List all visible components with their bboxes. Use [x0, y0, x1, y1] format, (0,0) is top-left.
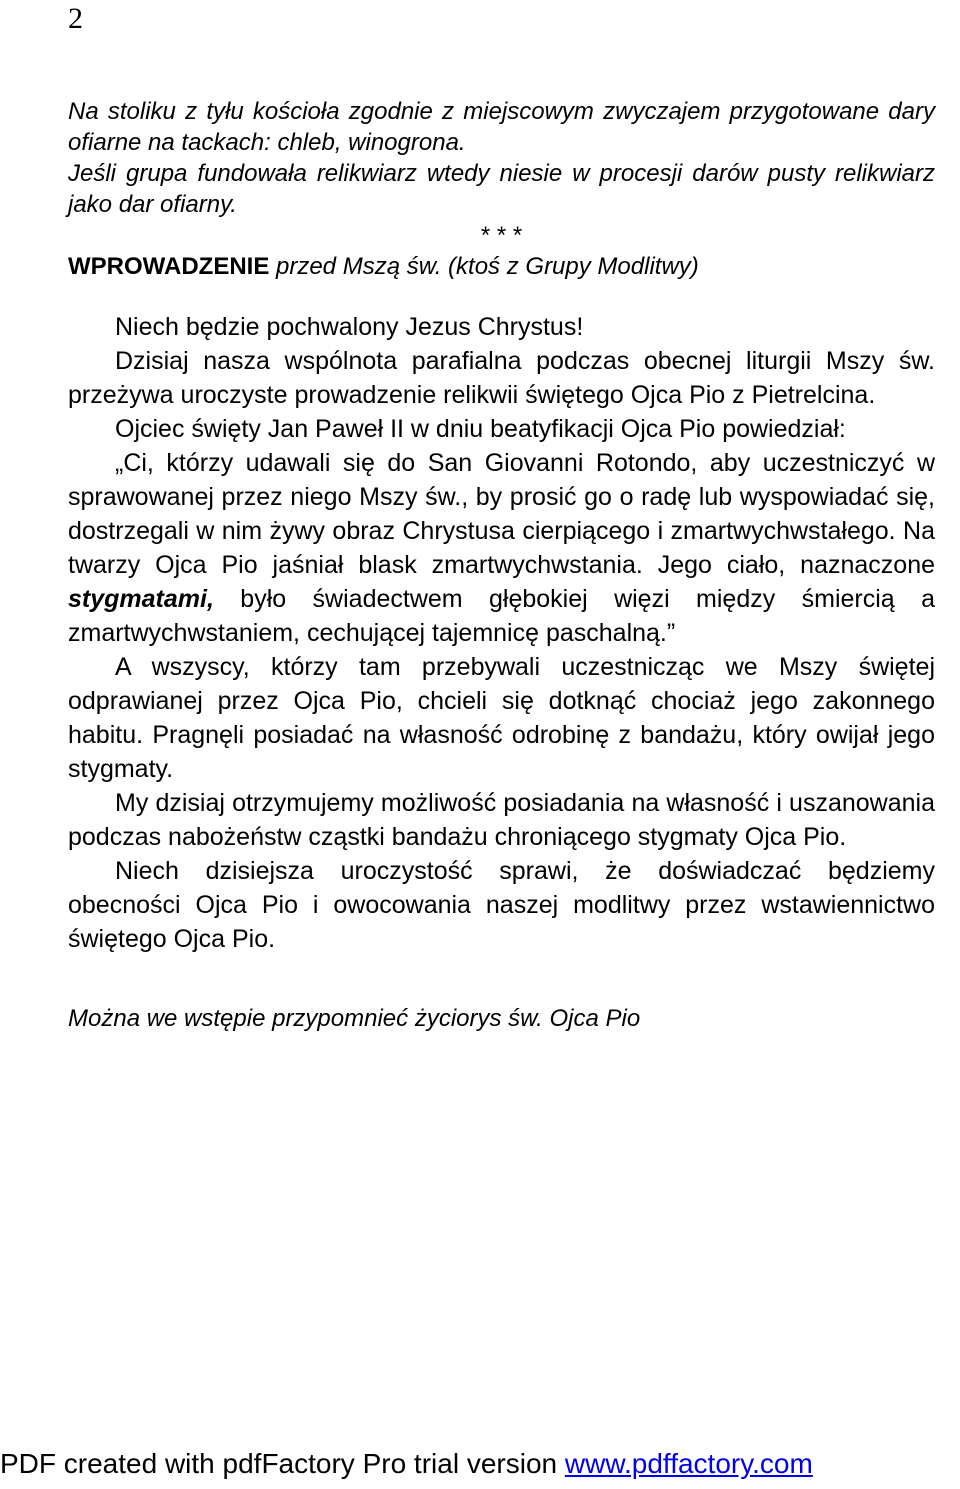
section-separator: * * *	[480, 222, 523, 249]
intro-line-1: Na stoliku z tyłu kościoła zgodnie z miejscowym zwyczajem przygotowane dary ofiarne na tackach: chleb, winogrona.	[68, 98, 935, 156]
paragraph-relic: My dzisiaj otrzymujemy możliwość posiadania na własność i uszanowania podczas nabożeństw cząstki bandażu chroniącego stygmaty Ojca Pio.	[68, 789, 935, 851]
heading-bold: WPROWADZENIE	[68, 253, 270, 280]
paragraph-habit: A wszyscy, którzy tam przebywali uczestnicząc we Mszy świętej odprawianej przez Ojca Pio, chcieli się dotknąć chociaż jego zakonnego habitu. Pragnęli posiadać na własność odrobinę z bandażu, który owijał jego stygmaty.	[68, 653, 935, 783]
document-body	[68, 96, 935, 1034]
quote-emphasis: stygmatami,	[68, 585, 214, 613]
heading-note: przed Mszą św. (ktoś z Grupy Modlitwy)	[269, 253, 699, 280]
quote-text-end: było świadectwem głębokiej więzi między śmiercią a zmartwychwstaniem, cechującej tajemnicę paschalną.”	[68, 585, 935, 647]
intro-line-2: Jeśli grupa fundowała relikwiarz wtedy niesie w procesji darów pusty relikwiarz jako dar ofiarny.	[68, 160, 935, 218]
greeting-paragraph: Niech będzie pochwalony Jezus Chrystus!	[115, 313, 584, 341]
paragraph-community: Dzisiaj nasza wspólnota parafialna podczas obecnej liturgii Mszy św. przeżywa uroczyste prowadzenie relikwii świętego Ojca Pio z Pietrelcina.	[68, 347, 935, 409]
footer-text: PDF created with pdfFactory Pro trial version	[0, 1448, 565, 1479]
closing-note: Można we wstępie przypomnieć życiorys św. Ojca Pio	[68, 1005, 641, 1032]
paragraph-quote	[68, 446, 935, 650]
footer-link[interactable]: www.pdffactory.com	[564, 1448, 813, 1479]
pdf-footer	[0, 1446, 960, 1482]
section-heading	[68, 252, 935, 282]
paragraph-pope-intro: Ojciec święty Jan Paweł II w dniu beatyfikacji Ojca Pio powiedział:	[115, 415, 846, 443]
quote-text-start: „Ci, którzy udawali się do San Giovanni Rotondo, aby uczestniczyć w sprawowanej przez niego Mszy św., by prosić go o radę lub wyspowiadać się, dostrzegali w nim żywy obraz Chrystusa cierpiącego i zmartwychwstałego. Na twarzy Ojca Pio jaśniał blask zmartwychwstania. Jego ciało, naznaczone	[68, 449, 935, 579]
page-number: 2	[68, 2, 83, 35]
paragraph-closing-prayer: Niech dzisiejsza uroczystość sprawi, że doświadczać będziemy obecności Ojca Pio i owocowania naszej modlitwy przez wstawiennictwo świętego Ojca Pio.	[68, 857, 935, 953]
